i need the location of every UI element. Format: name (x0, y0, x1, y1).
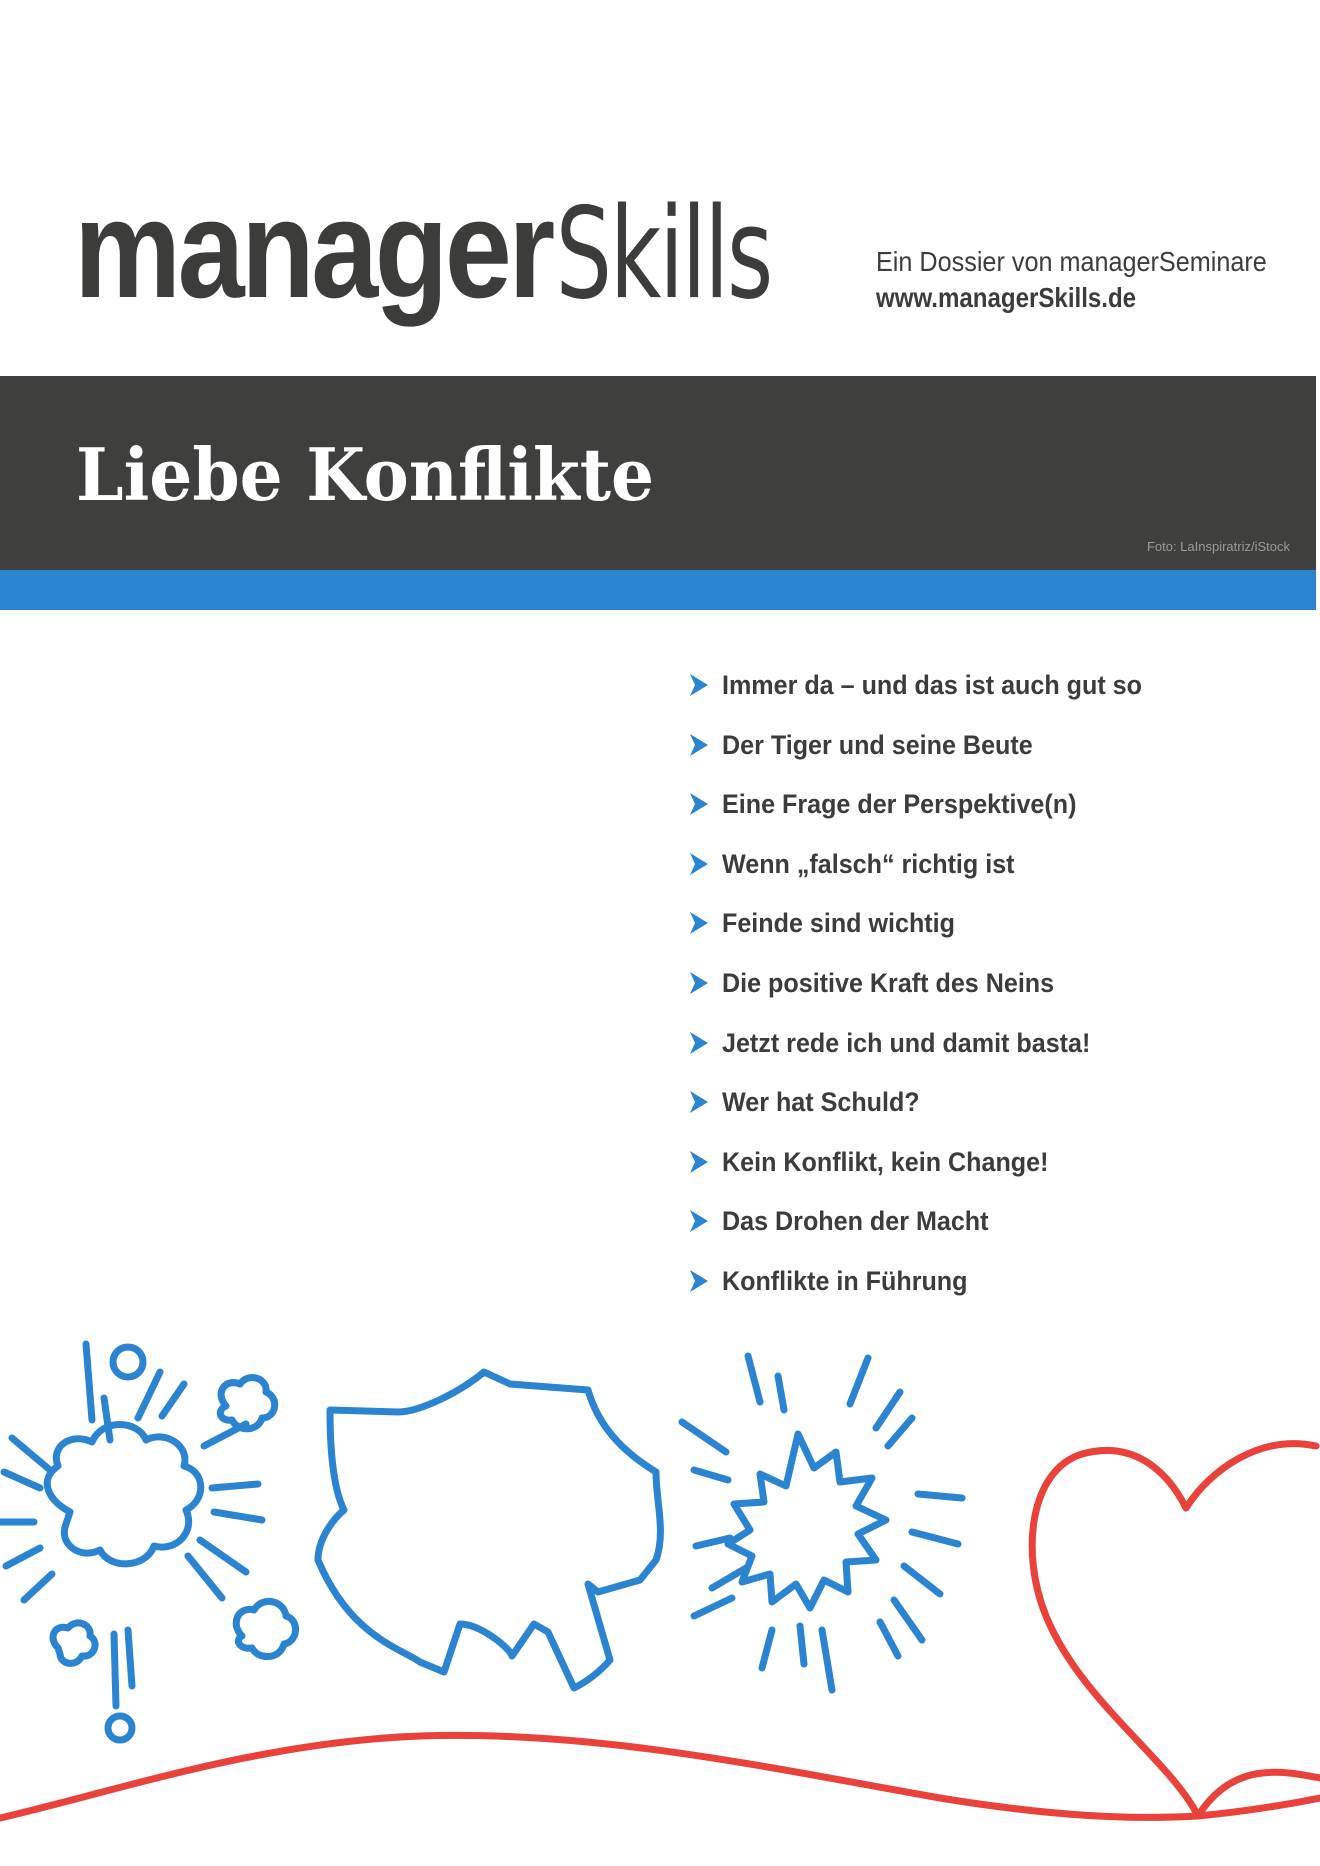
chevron-right-icon (690, 972, 708, 994)
chevron-right-icon (690, 674, 708, 696)
chevron-right-icon (690, 734, 708, 756)
heart-icon (1032, 1444, 1320, 1816)
chevron-right-icon (690, 912, 708, 934)
speech-bubble-icon (318, 1372, 660, 1688)
topic-item: Feinde sind wichtig (690, 908, 1290, 968)
topic-item: Das Drohen der Macht (690, 1206, 1290, 1266)
chevron-right-icon (690, 1270, 708, 1292)
photo-credit: Foto: LaInspiratriz/iStock (1146, 539, 1290, 554)
topic-item: Der Tiger und seine Beute (690, 730, 1290, 790)
tagline: Ein Dossier von managerSeminare (876, 246, 1267, 277)
accent-band (0, 570, 1316, 610)
logo-skills: Skills (555, 180, 771, 327)
website-link[interactable]: www.managerSkills.de (876, 282, 1137, 313)
chevron-right-icon (690, 1151, 708, 1173)
chevron-right-icon (690, 793, 708, 815)
topic-item: Konflikte in Führung (690, 1266, 1290, 1326)
topic-item: Jetzt rede ich und damit basta! (690, 1028, 1290, 1088)
logo-manager: manager (74, 170, 552, 327)
chevron-right-icon (690, 1210, 708, 1232)
chevron-right-icon (690, 853, 708, 875)
topic-item: Die positive Kraft des Neins (690, 968, 1290, 1028)
burst-icon (682, 1356, 962, 1690)
explosion-cloud-icon (0, 1344, 296, 1740)
topic-list (690, 670, 1290, 1326)
doodle-illustrations (0, 1320, 1320, 1866)
topic-item: Eine Frage der Perspektive(n) (690, 789, 1290, 849)
topic-item: Wer hat Schuld? (690, 1087, 1290, 1147)
managerskills-logo (74, 168, 818, 338)
topic-item: Kein Konflikt, kein Change! (690, 1147, 1290, 1207)
title-band (0, 376, 1316, 570)
topic-item: Immer da – und das ist auch gut so (690, 670, 1290, 730)
page-title: Liebe Konflikte (76, 432, 655, 517)
chevron-right-icon (690, 1091, 708, 1113)
wave-line (0, 1735, 1320, 1818)
chevron-right-icon (690, 1032, 708, 1054)
topic-item: Wenn „falsch“ richtig ist (690, 849, 1290, 909)
